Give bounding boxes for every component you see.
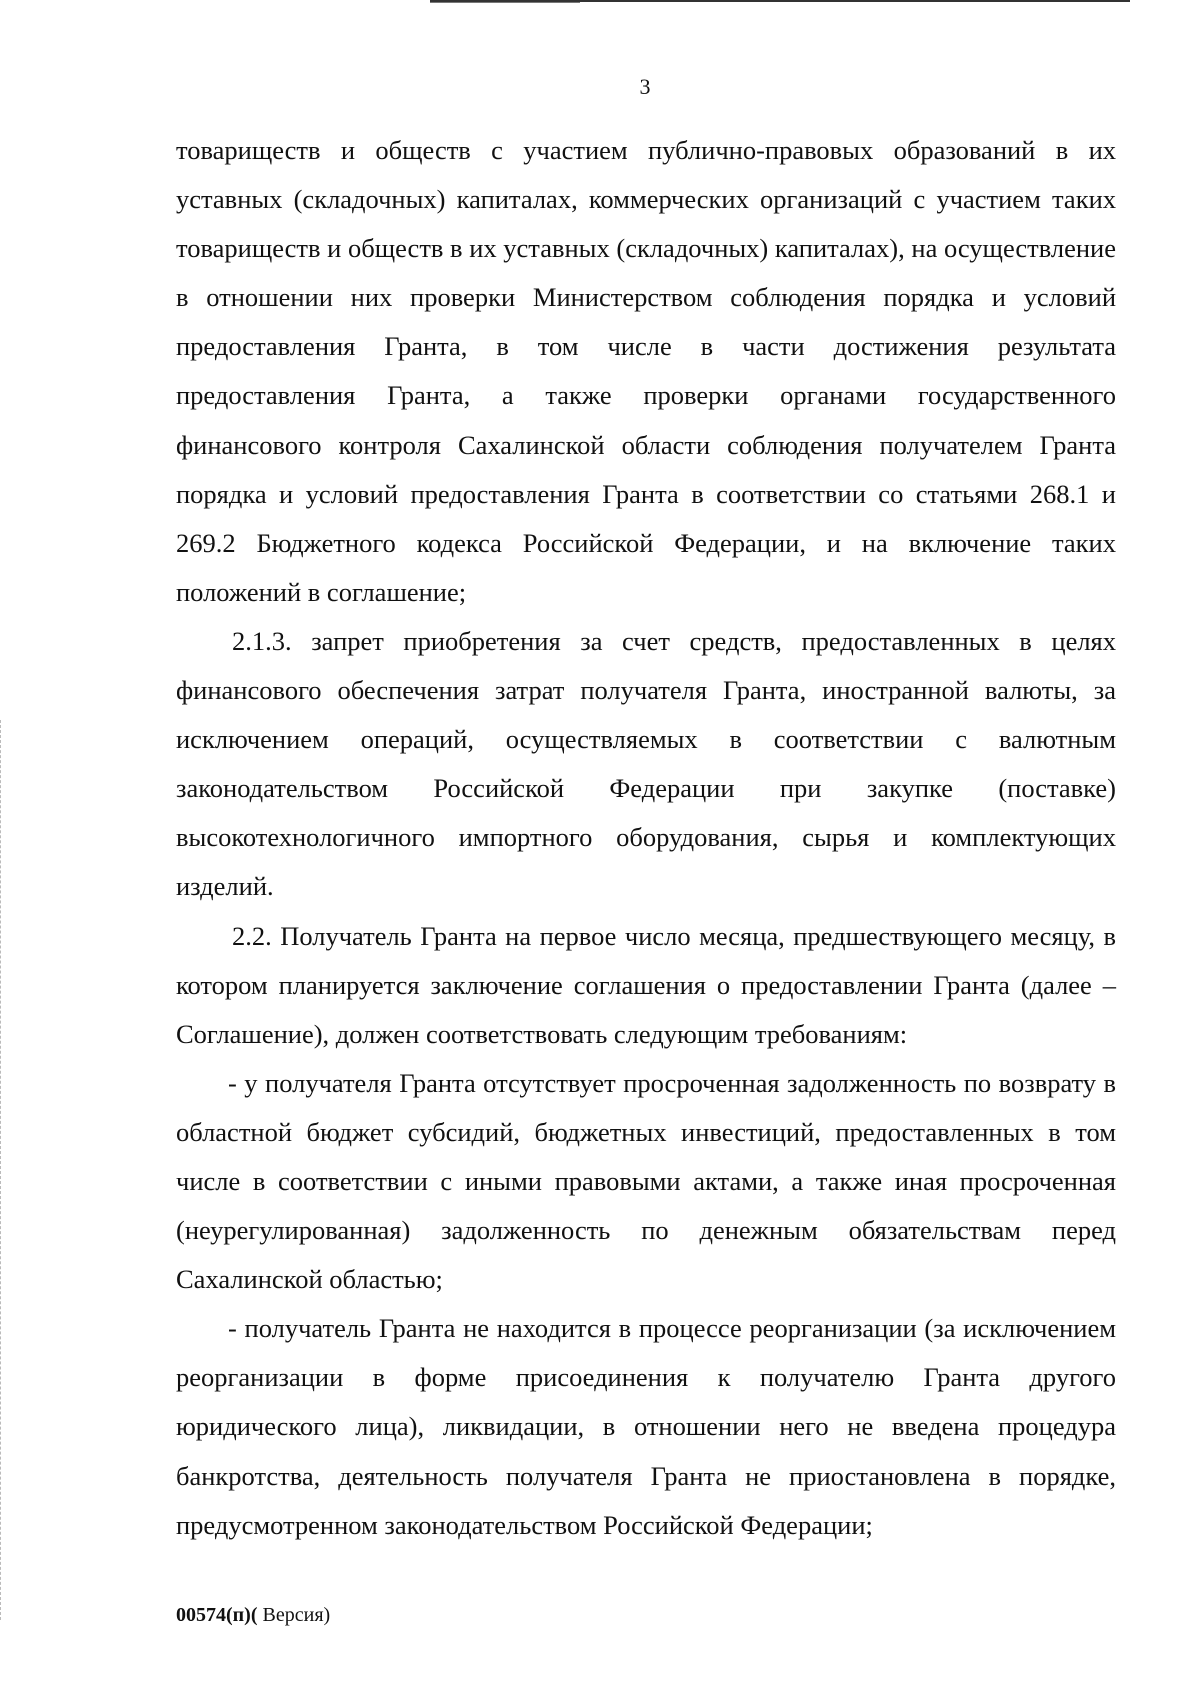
- requirement-item-debt: - у получателя Гранта отсутствует просроченная задолженность по возврату в областной бюджет субсидий, бюджетных инвестиций, предоставленных в том числе в соответствии с иными правовыми актами, а также иная просроченная (неурегулированная) задолженность по денежным обязательствам перед Сахалинской областью;: [176, 1067, 1116, 1295]
- document-code-number: 00574(п)(: [176, 1604, 258, 1626]
- scan-edge-marks: [0, 720, 2, 1620]
- paragraph-2-2: 2.2. Получатель Гранта на первое число месяца, предшествующего месяцу, в котором планируется заключение соглашения о предоставлении Гранта (далее – Соглашение), должен соответствовать следующим требованиям:: [176, 920, 1116, 1049]
- document-version-label: Версия): [257, 1604, 331, 1626]
- page-number: 3: [639, 74, 651, 99]
- paragraph-2-1-3: 2.1.3. запрет приобретения за счет средств, предоставленных в целях финансового обеспечения затрат получателя Гранта, иностранной валюты, за исключением операций, осуществляемых в соответствии с валютным законодательством Российской Федерации при закупке (поставке) высокотехнологичного импортного оборудования, сырья и комплектующих изделий.: [176, 625, 1116, 902]
- document-code: [176, 1604, 330, 1627]
- document-body: [176, 126, 1116, 1550]
- requirement-item-reorganization: - получатель Гранта не находится в процессе реорганизации (за исключением реорганизации в форме присоединения к получателю Гранта другого юридического лица), ликвидации, в отношении него не введена процедура банкротства, деятельность получателя Гранта не приостановлена в порядке, предусмотренном законодательством Российской Федерации;: [176, 1313, 1116, 1540]
- paragraph-continuation: товариществ и обществ с участием публично-правовых образований в их уставных (складочных) капиталах, коммерческих организаций с участием таких товариществ и обществ в их уставных (складочных) капиталах), на осуществление в отношении них проверки Министерством соблюдения порядка и условий предоставления Гранта, в том числе в части достижения результата предоставления Гранта, а также проверки органами государственного финансового контроля Сахалинской области соблюдения получателем Гранта порядка и условий предоставления Гранта в соответствии со статьями 268.1 и 269.2 Бюджетного кодекса Российской Федерации, и на включение таких положений в соглашение;: [176, 135, 1116, 607]
- top-border-line-thin: [430, 2, 580, 3]
